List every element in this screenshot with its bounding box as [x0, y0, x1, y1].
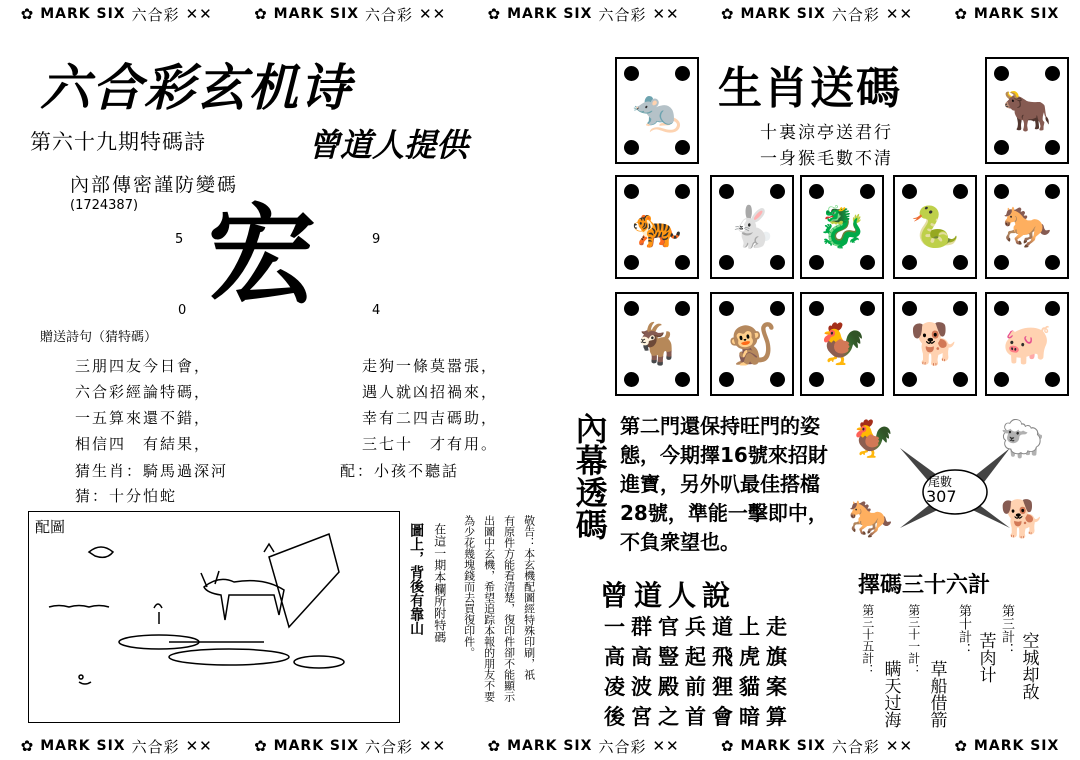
zodiac-card-tiger	[615, 175, 699, 279]
dog-icon: 🐕	[910, 321, 960, 368]
figure-label: 配圖	[35, 518, 66, 536]
sun-icon	[89, 547, 113, 557]
corner-number: 4	[372, 303, 381, 318]
strategy-label: 第三十一計：	[906, 604, 921, 676]
rabbit-icon: 🐇	[727, 204, 777, 251]
code-number: (1724387)	[70, 198, 139, 213]
pig-icon: 🐖	[1002, 321, 1052, 368]
dragon-icon: 🐉	[817, 204, 867, 251]
saying-title: 曾道人說	[600, 579, 737, 612]
banner-logo: MARK SIX	[40, 6, 126, 22]
saying-line: 凌波殿前狸貓案	[604, 674, 793, 699]
rooster-icon: 🐓	[817, 321, 867, 368]
cross-icon: ✕✕	[885, 737, 914, 755]
zodiac-card-rabbit	[710, 175, 794, 279]
flower-icon: ✿	[254, 737, 268, 755]
notice-text: 為少花幾塊錢而去買復印件。	[462, 515, 476, 658]
figure-box	[28, 511, 400, 723]
notice-text: 有原件方能看清楚，復印件卻不能顯示	[502, 515, 516, 702]
poem-line: 一五算來還不錯，	[75, 409, 212, 427]
inside-label: 內幕透碼	[570, 412, 609, 540]
poem-heading: 贈送詩句（猜特碼）	[40, 330, 158, 345]
figure-caption: 圖上，背後有靠山	[408, 523, 425, 635]
banner-unit	[721, 4, 913, 25]
zodiac-card-rat	[615, 57, 699, 164]
rat-icon: 🐀	[632, 88, 682, 134]
banner-brand: 六合彩	[598, 5, 647, 24]
banner-logo: MARK SIX	[273, 738, 360, 754]
page-title: 六合彩玄机诗	[40, 59, 352, 117]
zodiac-card-pig	[985, 292, 1069, 396]
cross-icon: ✕✕	[419, 737, 447, 755]
rooster-icon: 🐓	[850, 419, 895, 460]
banner-brand: 六合彩	[831, 737, 880, 756]
banner-brand: 六合彩	[598, 737, 647, 756]
strategy-label: 第三十五計：	[860, 604, 875, 676]
notice-text: 出圖中玄機，希望追踪本報的朋友不要	[482, 515, 496, 702]
tiger-icon: 🐅	[632, 204, 682, 251]
dog-icon: 🐕	[1000, 499, 1045, 540]
flower-icon: ✿	[20, 737, 35, 755]
strategy-name: 空城却敌	[1018, 632, 1039, 700]
banner-logo: MARK SIX	[740, 738, 826, 754]
poem-line: 三七十 才有用。	[362, 435, 499, 453]
pond-icon	[169, 649, 289, 665]
zodiac-card-rooster	[800, 292, 884, 396]
banner-logo: MARK SIX	[973, 738, 1060, 754]
poem-line: 幸有二四吉碼助，	[362, 409, 499, 427]
strategy-name: 苦肉计	[975, 632, 996, 683]
saying-line: 高高豎起飛虎旗	[604, 644, 793, 669]
banner-brand: 六合彩	[365, 5, 414, 24]
zodiac-card-goat	[615, 292, 699, 396]
sheep-icon: 🐑	[1000, 419, 1045, 460]
zodiac-card-dragon	[800, 175, 884, 279]
horse-icon: 🐎	[1002, 204, 1052, 251]
flower-icon: ✿	[720, 737, 735, 755]
horse-icon: 🐎	[848, 499, 893, 540]
strategy-name: 瞒天过海	[880, 660, 901, 728]
poem-line: 六合彩經論特碼，	[75, 383, 212, 401]
riddle-line: 十裏涼亭送君行	[760, 123, 893, 143]
corner-number: 5	[175, 232, 184, 247]
poem-line: 三朋四友今日會，	[75, 357, 212, 375]
cross-icon: ✕✕	[885, 5, 914, 23]
saying-line: 後宮之首會暗算	[604, 704, 793, 729]
zodiac-card-monkey	[710, 292, 794, 396]
flower-icon: ✿	[254, 5, 268, 23]
goat-icon: 🐐	[632, 321, 682, 368]
hint-character: 宏	[208, 194, 317, 319]
banner-brand: 六合彩	[831, 5, 880, 24]
zodiac-card-snake	[893, 175, 977, 279]
banner-logo: MARK SIX	[507, 738, 593, 754]
inside-text: 第二門還保持旺門的姿態，今期擇16號來招財進寶，另外叭最佳搭檔28號，準能一擊即中，不負衆望也。	[620, 414, 828, 554]
cross-icon: ✕✕	[185, 5, 213, 23]
riddle-line: 一身猴毛數不清	[760, 149, 893, 169]
banner-unit	[721, 736, 913, 757]
guess-match: 配：小孩不聽話	[340, 462, 460, 480]
issue-title: 第六十九期特碼詩	[30, 130, 206, 154]
figure-illustration	[29, 512, 399, 722]
banner-unit	[21, 736, 213, 757]
figure-caption: 在這一期本欄所附特碼	[432, 523, 447, 643]
top-banner	[0, 0, 1080, 28]
flower-icon: ✿	[954, 737, 968, 755]
cross-icon: ✕✕	[652, 5, 680, 23]
cross-icon: ✕✕	[185, 737, 213, 755]
banner-unit	[254, 736, 446, 757]
flower-icon: ✿	[954, 5, 968, 23]
banner-brand: 六合彩	[365, 737, 414, 756]
banner-unit	[954, 5, 1059, 23]
flower-icon: ✿	[20, 5, 35, 23]
zodiac-card-ox	[985, 57, 1069, 164]
saying-block	[604, 612, 793, 732]
cross-icon: ✕✕	[652, 737, 680, 755]
banner-unit	[954, 737, 1059, 755]
goat-icon	[204, 579, 284, 620]
banner-logo: MARK SIX	[973, 6, 1060, 22]
cross-icon: ✕✕	[419, 5, 447, 23]
strategy-name: 草船借箭	[926, 660, 947, 728]
zodiac-card-horse	[985, 175, 1069, 279]
notice-text: 敬告：本玄機配圖經特殊印刷，祇	[522, 515, 536, 680]
subtitle: 內部傳密謹防變碼	[70, 174, 239, 196]
guess-zodiac: 猜生肖：騎馬過深河	[75, 462, 229, 480]
ox-icon: 🐂	[1002, 88, 1052, 134]
banner-logo: MARK SIX	[507, 6, 593, 22]
flower-icon: ✿	[487, 737, 502, 755]
flower-icon: ✿	[720, 5, 735, 23]
banner-logo: MARK SIX	[273, 6, 360, 22]
banner-unit	[488, 4, 680, 25]
banner-unit	[254, 4, 446, 25]
banner-brand: 六合彩	[131, 737, 180, 756]
strategy-label: 第十計：	[955, 604, 971, 656]
poem-line: 遇人就凶招禍來，	[362, 383, 499, 401]
strategy-title: 擇碼三十六計	[858, 573, 991, 598]
zodiac-title: 生肖送碼	[718, 63, 902, 114]
pond-icon	[294, 656, 344, 668]
flower-icon: ✿	[487, 5, 502, 23]
banner-unit	[21, 4, 213, 25]
snake-icon: 🐍	[910, 204, 960, 251]
tail-label: 尾數	[928, 475, 953, 489]
provider-label: 曾道人提供	[308, 126, 469, 164]
tail-value: 307	[926, 487, 957, 506]
banner-logo: MARK SIX	[40, 738, 126, 754]
banner-logo: MARK SIX	[740, 6, 826, 22]
banner-brand: 六合彩	[131, 5, 180, 24]
saying-line: 一群官兵道上走	[604, 614, 793, 639]
monkey-icon: 🐒	[727, 321, 777, 368]
corner-number: 0	[178, 303, 187, 318]
strategy-label: 第三計：	[998, 604, 1014, 656]
poem-line: 走狗一條莫嚣張，	[362, 357, 499, 375]
zodiac-card-dog	[893, 292, 977, 396]
banner-unit	[488, 736, 680, 757]
guess-number: 猜：十分怕蛇	[75, 487, 178, 505]
corner-number: 9	[372, 232, 381, 247]
bottom-banner	[0, 732, 1080, 760]
poem-line: 相信四 有結果，	[75, 435, 212, 453]
